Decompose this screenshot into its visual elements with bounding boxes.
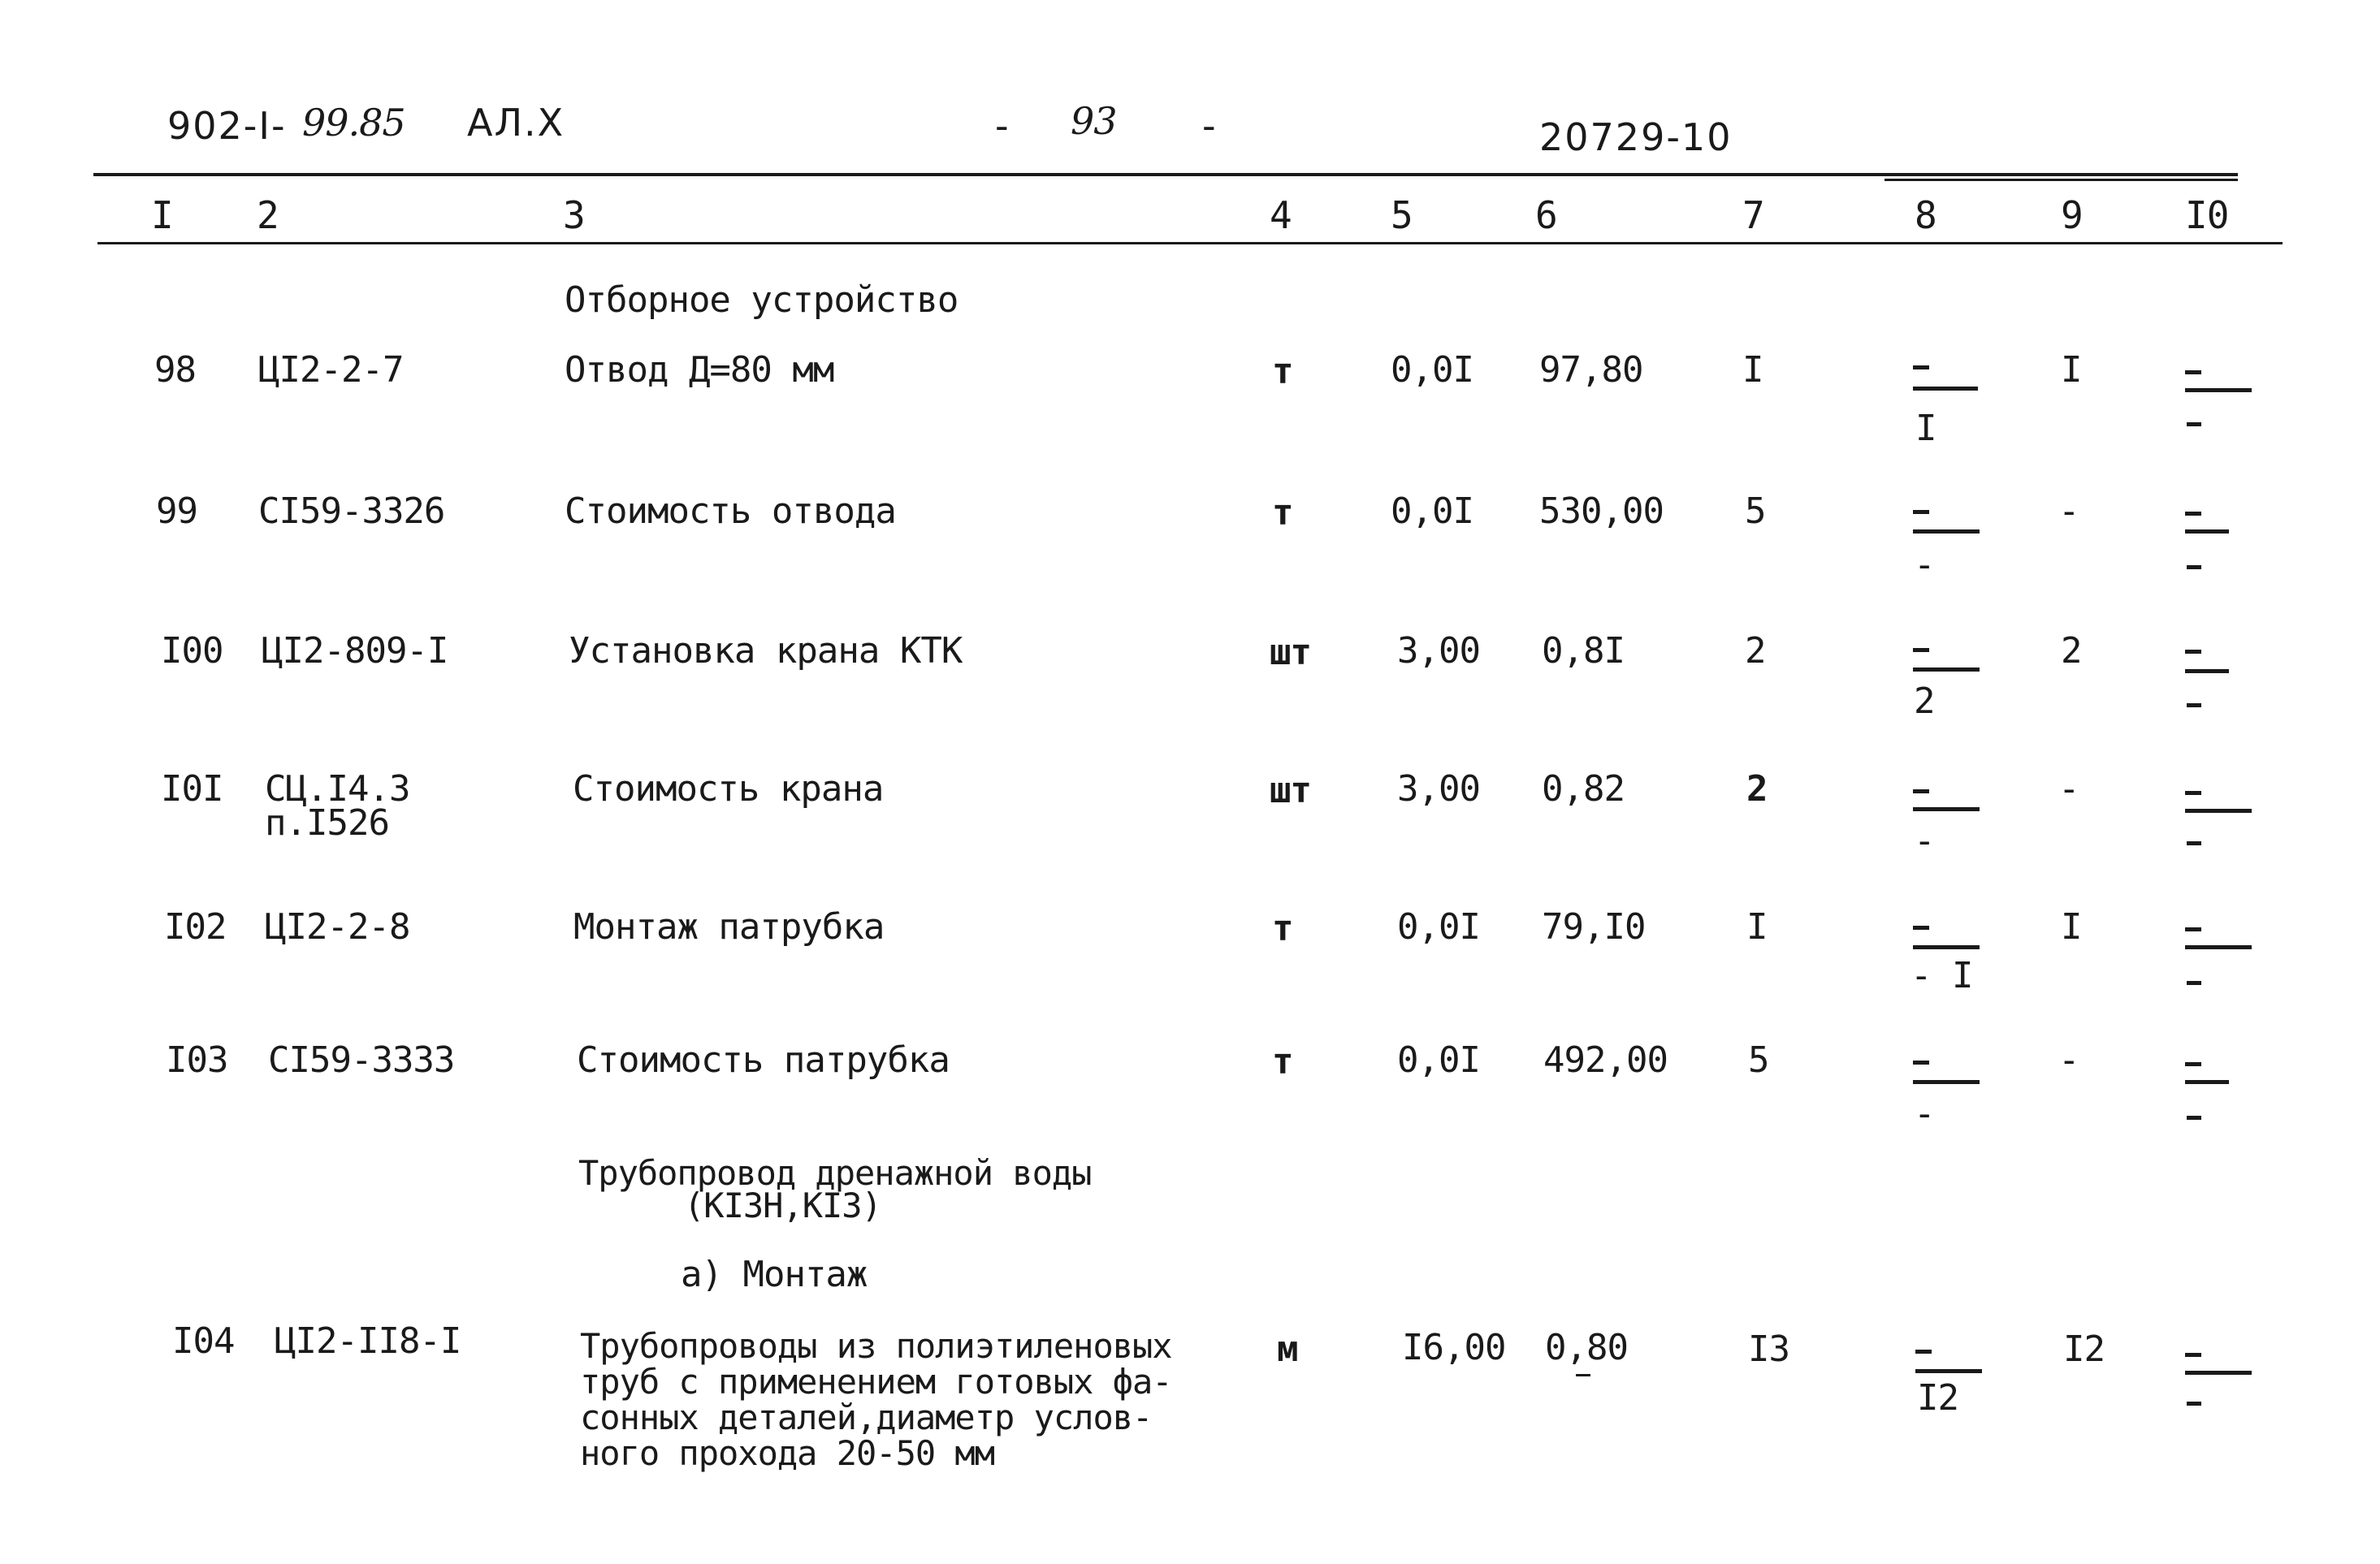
fraction-dash-top: [2185, 1353, 2201, 1357]
fraction-dash-top: [2185, 370, 2201, 374]
row-col9: 2: [2061, 630, 2082, 672]
fraction-line: [2185, 388, 2252, 392]
fraction-line: [2185, 809, 2252, 813]
row-number: I03: [166, 1039, 228, 1081]
row-number: I02: [164, 906, 227, 948]
fraction-dash-top: [2185, 927, 2201, 931]
row-unit: т: [1272, 1041, 1293, 1082]
row-col7: I3: [1748, 1329, 1789, 1370]
row-code: СI59-3326: [258, 490, 445, 532]
doc-code-handwritten: 99.85: [302, 101, 405, 145]
row-quantity: 0,0I: [1397, 1039, 1480, 1081]
row-price: 0,82: [1542, 768, 1625, 810]
fraction-dash-top: [2185, 791, 2201, 795]
row-col8-bottom: -: [1914, 544, 1935, 585]
row-col7: 2: [1745, 630, 1766, 672]
fraction-dash-top: [2185, 650, 2201, 654]
row-quantity: I6,00: [1402, 1327, 1506, 1368]
row-col9: -: [2058, 490, 2079, 532]
row-col8-bottom: 2: [1914, 680, 1935, 722]
row-quantity: 3,00: [1397, 630, 1480, 672]
table-header-rule: [97, 242, 2283, 244]
row-unit: т: [1272, 908, 1293, 949]
row-col9: -: [2058, 768, 2079, 810]
album-label: АЛ.Х: [467, 101, 565, 145]
fraction-dash-top: [1913, 926, 1929, 930]
row-price: 97,80: [1539, 349, 1643, 391]
row-code: ЦI2-809-I: [262, 630, 448, 672]
row-code: СI59-3333: [268, 1039, 455, 1081]
fraction-line: [1915, 1369, 1982, 1373]
row-col7: I: [1746, 906, 1768, 948]
fraction-dash-top: [1913, 648, 1929, 652]
fraction-dash-bottom: [2187, 1402, 2201, 1406]
fraction-dash-bottom: [2187, 703, 2201, 707]
row-quantity: 0,0I: [1391, 349, 1473, 391]
table-top-rule: [93, 173, 2238, 176]
row-price: 0,80: [1545, 1327, 1628, 1368]
row-number: 99: [156, 490, 197, 532]
section-subtitle: (КI3Н,КI3): [684, 1186, 881, 1225]
row-col9: I: [2061, 349, 2082, 391]
column-header-3: 3: [563, 193, 585, 237]
fraction-line: [1913, 807, 1980, 811]
fraction-line: [1913, 668, 1980, 672]
row-col7: 2: [1746, 768, 1768, 810]
row-name: Стоимость крана: [573, 768, 884, 810]
row-code: ЦI2-2-7: [258, 349, 404, 391]
fraction-line: [2185, 1371, 2252, 1375]
row-code-continuation: п.I526: [265, 802, 389, 844]
row-price: 0,8I: [1542, 630, 1625, 672]
row-quantity: 3,00: [1397, 768, 1480, 810]
column-header-2: 2: [257, 193, 279, 237]
row-unit: м: [1277, 1329, 1298, 1370]
row-col8-bottom: I: [1915, 408, 1936, 449]
row-col9: -: [2058, 1039, 2079, 1081]
row-quantity: 0,0I: [1391, 490, 1473, 532]
fraction-dash-bottom: [2187, 981, 2201, 985]
row-col9: I: [2061, 906, 2082, 948]
column-header-8: 8: [1915, 193, 1936, 237]
inventory-number: 20729-10: [1539, 115, 1733, 159]
row-number: I00: [161, 630, 223, 672]
fraction-dash-bottom: [2187, 422, 2201, 426]
fraction-line: [2185, 669, 2229, 673]
subsection-title: а) Монтаж: [681, 1254, 868, 1295]
fraction-dash-top: [1913, 510, 1929, 514]
column-header-6: 6: [1535, 193, 1557, 237]
row-col7: 5: [1745, 490, 1766, 532]
fraction-line: [2185, 1080, 2229, 1084]
fraction-dash-top: [1913, 1061, 1929, 1065]
row-unit: шт: [1270, 770, 1311, 811]
row-price: 79,I0: [1542, 906, 1646, 948]
row-name: Монтаж патрубка: [573, 906, 885, 948]
page-dash-left: -: [995, 104, 1010, 148]
section-title: Отборное устройство: [565, 279, 958, 321]
row-col9: I2: [2063, 1329, 2105, 1370]
row-name: Установка крана КТК: [569, 630, 963, 672]
page-number: 93: [1071, 99, 1117, 143]
row-code: ЦI2-2-8: [265, 906, 410, 948]
fraction-line: [1913, 945, 1980, 949]
row-name: Стоимость патрубка: [577, 1039, 950, 1081]
fraction-dash-bottom: [2187, 565, 2201, 569]
row-number: 98: [154, 349, 196, 391]
column-header-5: 5: [1391, 193, 1413, 237]
row-col7: I: [1742, 349, 1763, 391]
row-unit: т: [1272, 351, 1293, 392]
page-dash-right: -: [1202, 104, 1218, 148]
row-col8-bottom: - I: [1910, 955, 1973, 996]
fraction-line: [1913, 387, 1978, 391]
row-name: Отвод Д=80 мм: [565, 349, 834, 391]
row-col8-bottom: -: [1914, 1093, 1935, 1134]
row-code: СЦ.I4.3: [265, 768, 410, 810]
price-underscore: [1576, 1374, 1590, 1376]
column-header-1: I: [151, 193, 173, 237]
fraction-dash-top: [1915, 1350, 1932, 1354]
fraction-line: [1913, 1080, 1980, 1084]
row-price: 530,00: [1539, 490, 1664, 532]
row-col8-bottom: -: [1914, 820, 1935, 862]
fraction-line: [1913, 529, 1980, 534]
fraction-line: [2185, 945, 2252, 949]
row-name: Трубопроводы из полиэтиленовых труб с применением готовых фа- сонных деталей,диаметр услов- ного прохода 20-50 мм: [580, 1326, 1172, 1473]
doc-code: 902-I-: [167, 104, 287, 148]
row-number: I0I: [161, 768, 223, 810]
column-header-9: 9: [2061, 193, 2083, 237]
section-title: Трубопровод дренажной воды: [578, 1153, 1092, 1193]
fraction-dash-bottom: [2187, 1116, 2201, 1120]
row-unit: шт: [1270, 632, 1311, 673]
row-unit: т: [1272, 492, 1293, 534]
fraction-dash-top: [1913, 365, 1929, 369]
fraction-dash-bottom: [2187, 841, 2201, 845]
table-top-rule-right: [1885, 179, 2238, 181]
fraction-dash-top: [2185, 512, 2201, 516]
column-header-4: 4: [1270, 193, 1292, 237]
fraction-dash-top: [2185, 1062, 2201, 1066]
row-price: 492,00: [1543, 1039, 1668, 1081]
row-name: Стоимость отвода: [565, 490, 896, 532]
row-col7: 5: [1748, 1039, 1769, 1081]
row-number: I04: [172, 1320, 235, 1362]
row-code: ЦI2-II8-I: [275, 1320, 461, 1362]
fraction-line: [2185, 529, 2229, 534]
row-col8-bottom: I2: [1917, 1377, 1958, 1419]
column-header-10: I0: [2185, 193, 2229, 237]
row-quantity: 0,0I: [1397, 906, 1480, 948]
column-header-7: 7: [1742, 193, 1764, 237]
fraction-dash-top: [1913, 789, 1929, 793]
